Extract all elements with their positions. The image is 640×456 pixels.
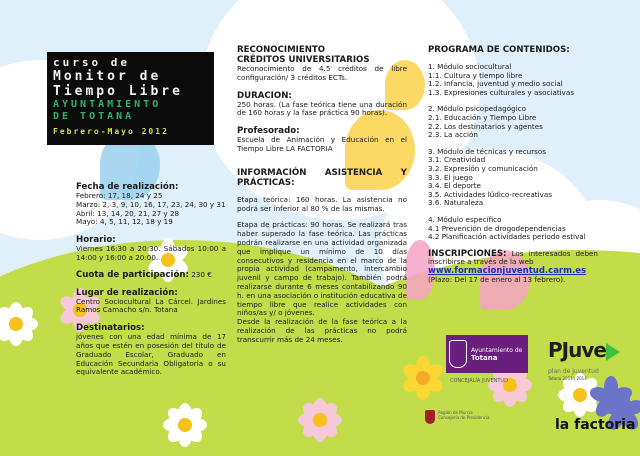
section-reconocimiento: [237, 45, 407, 83]
murcia-label: Región de Murcia: [438, 410, 473, 415]
section-profesorado: [237, 126, 407, 154]
section-lugar: [76, 288, 226, 316]
reconocimiento-text: Reconocimiento de 4.5 créditos de libre configuración/ 3 créditos ECTs.: [237, 64, 407, 82]
la-factoria-logo: la factoria: [555, 417, 636, 433]
pjuve-logo: [548, 338, 620, 362]
fecha-line: Febrero: 17, 18, 24 y 25: [76, 191, 163, 200]
inscripciones-plazo: (Plazo: Del 17 de enero al 13 febrero).: [428, 275, 566, 285]
heading-lugar: Lugar de realización:: [76, 287, 178, 298]
totana-label: Totana: [471, 353, 498, 362]
ayuntamiento-label: Ayuntamiento de: [471, 346, 523, 354]
heading-programa: PROGRAMA DE CONTENIDOS:: [428, 45, 570, 55]
title-line-monitor: Monitor de: [53, 69, 162, 84]
lugar-text: Centro Sociocultural La Cárcel. Jardines Ramos Camacho s/n. Totana: [76, 296, 226, 315]
module-item: 1.1. Cultura y tiempo libre: [428, 70, 523, 80]
arrow-icon: [606, 343, 620, 361]
duracion-text: 250 horas. (La fase teórica tiene una duración de 160 horas y la fase práctica 90 horas).: [237, 99, 407, 118]
heading-duracion: DURACION:: [237, 90, 292, 101]
module-item: 1. Módulo sociocultural: [428, 62, 512, 71]
informacion-p3: Desde la realización de la fase teórica a la realización de las prácticas no podrá transcurrir más de 24 meses.: [237, 317, 407, 344]
region-murcia-logo: [425, 410, 535, 424]
column-right: [428, 45, 628, 293]
section-horario: [76, 235, 226, 263]
heading-informacion: INFORMACIÓN ASISTENCIA Y PRÁCTICAS:: [237, 167, 407, 188]
fecha-line: Mayo: 4, 5, 11, 12, 18 y 19: [76, 217, 173, 227]
section-fecha: [76, 182, 226, 227]
heading-horario: Horario:: [76, 235, 116, 246]
title-line-curso: curso de: [53, 56, 130, 69]
concejalia-juventud-label: CONCEJALÍA JUVENTUD: [450, 378, 508, 384]
heading-reconocimiento: RECONOCIMIENTO: [237, 45, 326, 55]
module-item: 3.2. Expresión y comunicación: [428, 163, 538, 173]
heading-destinatarios: Destinatarios:: [76, 323, 145, 334]
daisy-flower-icon: [160, 400, 210, 450]
column-left: [76, 182, 226, 385]
heading-cuota: Cuota de participación:: [76, 269, 189, 280]
module-item: 2.1. Educación y Tiempo Libre: [428, 112, 537, 122]
yellow-flower-icon: [400, 355, 446, 401]
profesorado-text: Escuela de Animación y Educación en el Tiempo Libre LA FACTORIA: [237, 135, 407, 153]
pink-flower-icon: [285, 385, 355, 455]
module-item: 2. Módulo psicopedagógico: [428, 104, 527, 114]
title-line-tiempo-libre: Tiempo Libre: [53, 84, 183, 99]
plan-juventud-label: plan de juventud: [548, 368, 599, 375]
heading-fecha: Fecha de realización:: [76, 182, 179, 192]
coat-of-arms-icon: [449, 340, 467, 368]
course-title-box: [47, 52, 214, 145]
pjuve-text: PJuve: [548, 338, 606, 362]
module-item: 4. Módulo específico: [428, 214, 502, 224]
module-3: [428, 148, 628, 208]
section-duracion: [237, 91, 407, 119]
murcia-shield-icon: [425, 410, 435, 424]
module-item: 3.3. El juego: [428, 172, 473, 182]
module-1: [428, 63, 628, 97]
informacion-p1: Etapa teórica: 160 horas. La asistencia no podrá ser inferior al 80 % de las mismas.: [237, 194, 407, 213]
module-item: 2.3. La acción: [428, 130, 478, 140]
horario-text: Viernes 16:30 a 20:30. Sábados 10:00 a 14:00 y 16:00 a 20:00.: [76, 244, 226, 262]
cuota-value: 230 €: [191, 269, 212, 279]
murcia-sub-label: Consejería de Presidencia: [438, 415, 490, 420]
module-item: 3.5. Actividades lúdico-recreativas: [428, 189, 552, 199]
module-item: 3.6. Naturaleza: [428, 198, 484, 208]
module-item: 3.1. Creatividad: [428, 155, 486, 165]
module-item: 1.3. Expresiones culturales y asociativas: [428, 87, 575, 97]
section-cuota: [76, 271, 226, 280]
daisy-flower-icon: [0, 300, 40, 348]
plan-juventud-years: Totana 2011 | 2014: [548, 376, 587, 381]
module-item: 3. Módulo de técnicas y recursos: [428, 146, 547, 156]
section-inscripciones: [428, 250, 598, 285]
module-item: 4.1 Prevención de drogodependencias: [428, 223, 566, 233]
fecha-line: Marzo: 2, 3, 9, 10, 16, 17, 23, 24, 30 y 31: [76, 199, 226, 209]
column-middle: [237, 45, 407, 353]
section-informacion: [237, 168, 407, 345]
fecha-line: Abril: 13, 14, 20, 21, 27 y 28: [76, 208, 180, 218]
destinatarios-text: jóvenes con una edad mínima de 17 años que estén en posesión del título de Graduado Escolar, Graduado en Educación Secundaria Obligatoria o su equivalente académico.: [76, 332, 226, 377]
module-item: 1.2. Infancia, juventud y medio social: [428, 79, 563, 89]
title-line-ayuntamiento: AYUNTAMIENTO: [53, 99, 162, 110]
heading-profesorado: Profesorado:: [237, 126, 300, 137]
module-2: [428, 105, 628, 139]
heading-inscripciones: INSCRIPCIONES:: [428, 248, 507, 259]
title-line-totana: DE TOTANA: [53, 111, 135, 122]
inscripciones-link[interactable]: www.formacionjuventud.carm.es: [428, 266, 587, 277]
title-line-dates: Febrero-Mayo 2012: [53, 127, 169, 136]
module-4: [428, 216, 628, 242]
informacion-p2: Etapa de prácticas: 90 horas. Se realizará tras haber superado la fase teórica. Las prácticas podrán realizarse en una actividad organizada que implique un mínimo de 10 días consecutivos y residencia en el marco de la propia actividad (campamento, intercambio juvenil y campo de trabajo). También podrá realizarse durante 6 meses contabilizando 90 h. en una asociación o institución educativa de tiempo libre que realice actividades con niños/as y/ o jóvenes.: [237, 220, 407, 318]
heading-creditos: CRÉDITOS UNIVERSITARIOS: [237, 55, 370, 65]
module-item: 4.2 Planificación actividades periodo estival: [428, 232, 586, 242]
inscripciones-text: Los interesados deben inscribirse a través de la web: [428, 248, 598, 267]
module-item: 2.2. Los destinatarios y agentes: [428, 121, 543, 131]
ayuntamiento-totana-logo: [446, 335, 528, 373]
section-destinatarios: [76, 323, 226, 377]
module-item: 3.4. El deporte: [428, 181, 481, 191]
